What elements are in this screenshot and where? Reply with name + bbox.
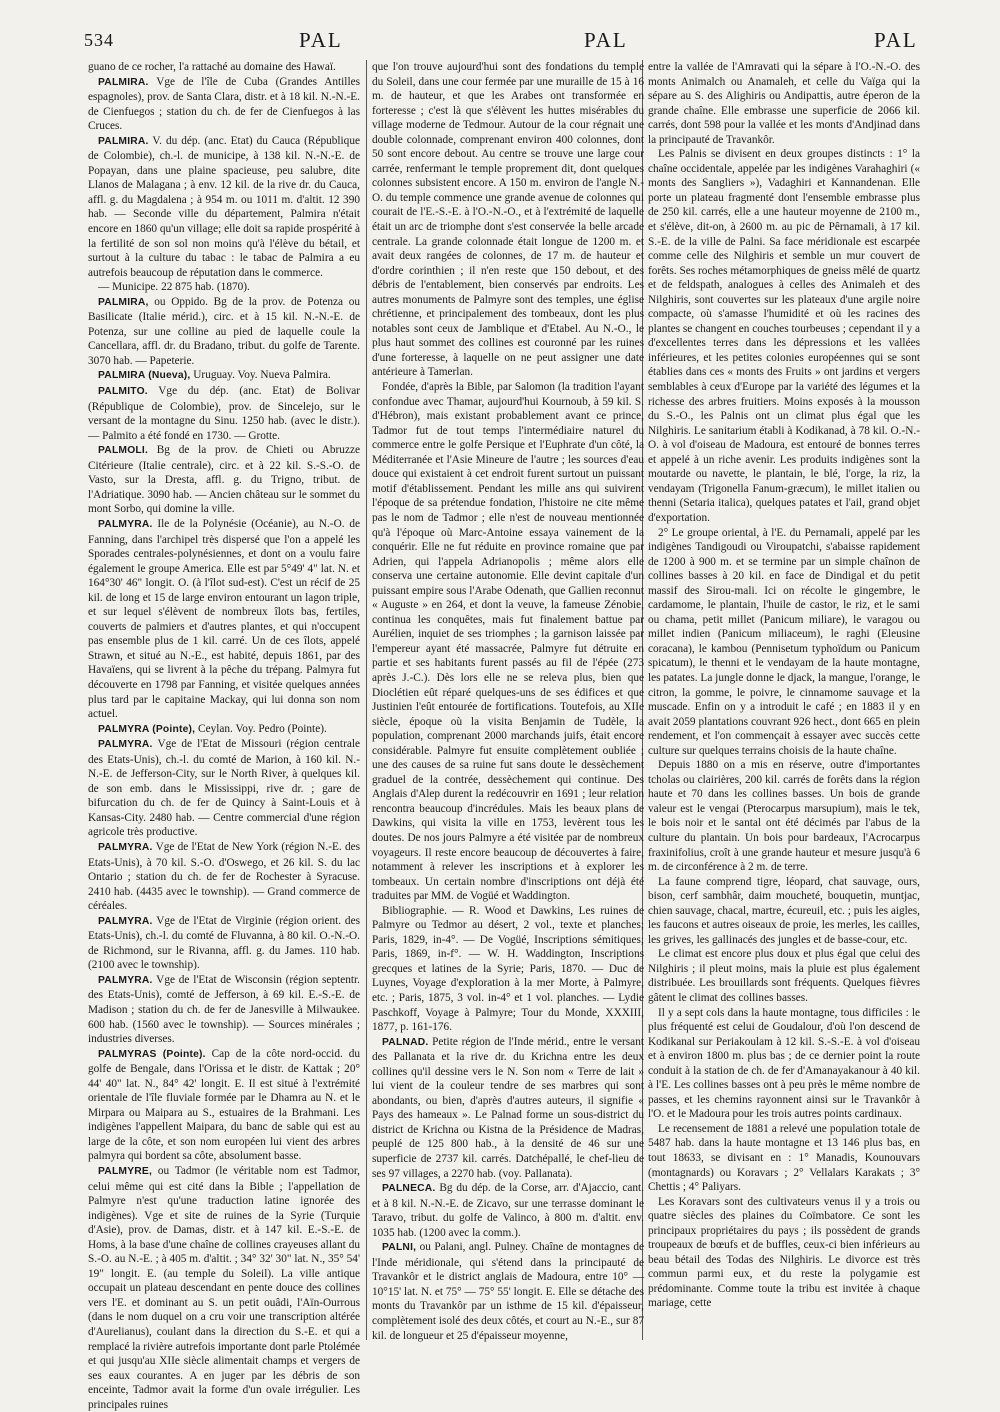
entry-headword: PALMYRA. [98, 518, 153, 530]
entry-text: Ile de la Polynésie (Océanie), au N.-O. de Fanning, dans l'archipel très dispersé que l'on a appelé les Sporades centrales-polynésiennes, et dont on a voulu faire également le groupe America. Elle est par 5°49' 4" lat. N. et 164°30' 46" longit. O. (à l'îlot sud-est). C'est un récif de 25 kil. de long et 15 de large environ entourant un lagon triple, et sur lequel s'élèvent de nombreux îlots bas, fertiles, couverts de palmiers et d'autres plantes, et qui n'occupent pas ensemble plus de 1 kil. carré. Un de ces îlots, appelé Strawn, et situé au N.-E., est habité, depuis 1861, par des Havaïens, qui se livrent à la pêche du trépang. Palmyra fut découverte en 1798 par Fanning, et visitée quelques années plus tard par le capitaine Mackay, qui lui donna son nom actuel. [88, 517, 360, 721]
entry-headword: PALMOLI. [98, 445, 149, 457]
text-column-2 [372, 60, 644, 1345]
dictionary-entry [88, 840, 360, 914]
text-paragraph [648, 147, 920, 525]
entry-text: Depuis 1880 on a mis en réserve, outre d'importantes tcholas ou clairières, 200 kil. carrés de forêts dans la région haute et 70 dans les collines basses. Un bois de grande valeur est le vengai (Pterocarpus marsupium), mais le tek, le bois noir et le santal ont été décimés par l'abus de la culture du plantain. Un bois pour bardeaux, l'Acrocarpus fraxinifolius, croît à une grande hauteur et mesure jusqu'à 6 m. de circonférence à 2 m. de terre. [648, 759, 920, 874]
dictionary-entry [88, 1047, 360, 1164]
entry-text: 2° Le groupe oriental, à l'E. du Pernamali, appelé par les indigènes Tandigoudi ou Viroupatchi, s'abaisse rapidement de 1200 à 900 m. et se termine par un simple chaînon de collines basses à 20 kil. en face de Dindigal et du petit massif des Sirou-mali. Ici on récolte le gingembre, le cardamome, le plantain, l'huile de castor, le riz, et le sami ou chama, petit millet (Panicum miliare), le varagou ou millet indien (Panicum miliaceum), le raghi (Eleusine coracana), le kambou (Pennisetum typhoïdum ou Panicum spicatum), le thenni et le vendayam de la haute montagne, les patates. La jungle donne le djack, la mangue, l'orange, le citron, la gomme, le poivre, le cinnamome sauvage et la muscade. Enfin on y a introduit le café ; en 1883 il y en avait 2059 plantations couvrant 926 hect., dont 665 en plein rendement, et l'on commençait à essayer avec succès cette culture sur quelques terrains choisis de la haute chaîne. [648, 526, 920, 757]
dictionary-entry [372, 1035, 644, 1181]
dictionary-entry [88, 443, 360, 517]
entry-text: Vge de l'Etat de Missouri (région centrale des Etats-Unis), ch.-l. du comté de Marion, à 160 kil. N.-N.-E. de Jefferson-City, sur le North River, à quelques kil. de son emb. dans le Mississippi, rive dr. ; gare de bifurcation du ch. de fer de Quincy à Saint-Louis et à Kansas-City. 2480 hab. — Centre commercial d'une région agricole très productive. [88, 738, 360, 839]
entry-text: Les Palnis se divisent en deux groupes distincts : 1° la chaîne occidentale, appelée par les indigènes Varahaghiri (« monts des Sangliers »), Vadaghiri et Kannandenan. Elle porte un plateau fragmenté dont l'ensemble embrasse plus de 250 kil. carrés, elle a une hauteur moyenne de 2100 m., et s'élève, dit-on, à 2600 m. au pic de Pêrnamali, à 17 kil. S.-E. de la ville de Palni. Sa face méridionale est escarpée comme celle des Nilghiris et semble un mur couvert de forêts. Ses roches métamorphiques de gneiss mêlé de quartz et de feldspath, analogues à celles des Animaleh et des Nilghiris, sont couvertes sur les plateaux d'une argile noire compacte, où s'amasse l'humidité et où les racines des plantes se changent en couches tourbeuses ; cependant il y a d'excellentes terres dans les dépressions et les vallées inférieures, et les petites colonies européennes qui se sont établies dans ces « monts des Fruits » ont jardins et vergers semblables à ceux d'Europe par la variété des légumes et la richesse des arbres fruitiers. Moins exposés à la mousson du S.-O., les Palnis ont un climat plus égal que les Nilghiris. Le sanitarium établi à Kodikanad, à 78 kil. O.-N.-O. à vol d'oiseau de Madoura, est entouré de bonnes terres et appelé à un riche avenir. Les produits indigènes sont la moutarde ou navette, le plantain, le blé, l'orge, la riz, la vendayam (Trigonella Fanum-græcum), le millet italien ou thenni (Setaria italica), quelques patates et l'ail, grand objet d'exportation. [648, 148, 920, 524]
page-number: 534 [84, 30, 114, 50]
entry-headword: PALMYRA. [98, 841, 153, 853]
entry-text: ou Palani, angl. Pulney. Chaîne de montagnes de l'Inde méridionale, qui s'étend dans la principauté de Travankôr et le district anglais de Madoura, entre 10° — 10°15' lat. N. et 75° — 75° 55' longit. E. Elle se détache des monts du Travankôr par un isthme de 15 kil. d'épaisseur, complètement isolé des deux côtés, et court au N.-E., sur 87 kil. de longueur et 25 d'épaisseur moyenne, [372, 1241, 644, 1342]
entry-text: Vge de l'Etat de Wisconsin (région septentr. des Etats-Unis), comté de Jefferson, à 69 kil. E.-S.-E. de Madison ; station du ch. de fer de Janesville à Milwaukee. 600 hab. (1560 avec le township). — Sources minérales ; industries diverses. [88, 973, 360, 1046]
dictionary-entry [88, 368, 360, 384]
running-head-center: PAL [584, 28, 628, 52]
entry-text: Cap de la côte nord-occid. du golfe de Bengale, dans l'Orissa et le distr. de Kattak ; 20° 44' 40" lat. N., 84° 42' longit. E. Il est situé à l'extrémité orientale de l'île fluviale formée par le Dhamra au N. et le Mirpara ou Maipara au S., estuaires de la Brahmani. Les indigènes l'appellent Maipara, du banc de sable qui est au large de la côte, et son nom européen lui vient des arbres palmyra qui bordent sa côte, absolument basse. [88, 1047, 360, 1163]
entry-text: ou Tadmor (le véritable nom est Tadmor, celui même qui est cité dans la Bible ; l'appellation de Palmyre n'est qu'une traduction latine ignorée des indigènes). Vge et site de ruines de la Syrie (Turquie d'Asie), prov. de Damas, distr. et à 147 kil. E.-S.-E. de Homs, à la base d'une chaîne de collines crayeuses allant du S.-O. au N.-E. ; à 405 m. d'altit. ; 34° 32' 30" lat. N., 35° 54' 19" longit. E. (au temple du Soleil). La ville antique occupait un plateau descendant en pente douce des collines vers l'E. et dominant au S. un petit ouâdi, l'Aïn-Ourrous (dans le nom duquel on a cru voir une transcription altérée d'Aurelianus), coulant dans la direction du S.-E. et qui a remplacé la rivière autrefois importante dont parle Ptolémée et qui jusqu'au XIIe siècle alimentait champs et vergers de ses eaux courantes. A en juger par les débris de son enceinte, Tadmor avait la forme d'un ovale irrégulier. Les principales ruines [88, 1165, 360, 1411]
dictionary-entry [88, 737, 360, 840]
entry-headword: PALMYRA (Pointe), [98, 723, 196, 735]
text-paragraph [648, 526, 920, 759]
entry-headword: PALMIRA. [98, 135, 149, 147]
entry-headword: PALMIRA (Nueva), [98, 370, 191, 382]
dictionary-entry [88, 295, 360, 369]
dictionary-entry [88, 384, 360, 443]
entry-text: entre la vallée de l'Amravati qui la sépare à l'O.-N.-O. des monts Animalch ou Anamaleh, et celle du Vaïga qui la sépare au S. des Alighiris ou Andipattis, autre éperon de la grande chaîne. Elle embrasse une superficie de 2066 kil. carrés, dont 598 pour la vallée et les monts d'Andjinad dans la principauté de Travankôr. [648, 61, 920, 146]
entry-headword: PALNI, [382, 1242, 417, 1254]
entry-text: Vge de l'Etat de Virginie (région orient. des Etats-Unis), ch.-l. du comté de Fluvanna, à 80 kil. O.-N.-O. de Richmond, sur le Rivanna, affl. g. du James. 110 hab. (2100 avec le township). [88, 914, 360, 972]
entry-text: Vge de l'île de Cuba (Grandes Antilles espagnoles), prov. de Santa Clara, distr. et à 18 kil. N.-N.-E. de Cienfuegos ; station du ch. de fer de Cienfuegos à las Cruces. [88, 75, 360, 133]
entry-text: Bibliographie. — R. Wood et Dawkins, Les ruines de Palmyre ou Tedmor au désert, 2 vol., texte et planches; Paris, 1829, in-4°. — De Vogüé, Inscriptions sémitiques; Paris, 1869, in-f°. — W. H. Waddington, Inscriptions grecques et latines de la Syrie; Paris, 1870. — Duc de Luynes, Voyage d'exploration à la mer Morte, à Palmyre, etc. ; Paris, 1875, 3 vol. in-4° et 1 vol. planches. — Lydie Paschkoff, Voyage à Palmyre; Tour du Monde, XXXIII, 1877, p. 161-176. [372, 904, 644, 1034]
entry-text: V. du dép. (anc. Etat) du Cauca (République de Colombie), ch.-l. de municipe, à 138 kil. N.-N.-E. de Popayan, dans une plaine spacieuse, peu salubre, dite Llanos de Malagana ; à env. 12 kil. de la rive dr. du Cauca, affl. g. du Magdalena ; à 954 m. ou 1011 m. d'altit. 12 390 hab. — Seconde ville du département, Palmira n'était encore en 1860 qu'un village; elle doit sa rapide prospérité à la fertilité de son sol non moins qu'à l'élève du bétail, et surtout à la culture du tabac : le tabac de Palmira a eu autrefois beaucoup de réputation dans le commerce. [88, 134, 360, 279]
dictionary-entry [88, 1164, 360, 1412]
entry-text: Le recensement de 1881 a relevé une population totale de 5487 hab. dans la haute montagne et 13 146 plus bas, en tout 18633, se divisant en : 1° Manadis, Kounouvars (montagnards) ou Koravars ; 2° Vellalars Karakats ; 3° Chettis ; 4° Paliyars. [648, 1122, 920, 1194]
dictionary-entry [372, 1181, 644, 1240]
page-header [84, 28, 964, 58]
column-divider [366, 60, 367, 1340]
dictionary-entry [88, 722, 360, 738]
entry-headword: PALNAD. [382, 1036, 429, 1048]
text-paragraph [648, 60, 920, 147]
entry-text: Bg de la prov. de Chieti ou Abruzze Citérieure (Italie centrale), circ. et à 22 kil. S.-S.-O. de Vasto, sur la Dresta, affl. g. du Trigno, tribut. de l'Adriatique. 3090 hab. — Ancien château sur le sommet du mont Sorbo, qui domine la ville. [88, 444, 360, 516]
entry-headword: PALNECA. [382, 1183, 436, 1195]
dictionary-entry [88, 973, 360, 1047]
entry-text: Bg du dép. de la Corse, arr. d'Ajaccio, cant. et à 8 kil. N.-N.-E. de Zicavo, sur une terrasse dominant le Taravo, tribut. du golfe de Valinco, à 800 m. d'altit. env. 1035 hab. (1200 avec la comm.). [372, 1182, 644, 1239]
text-paragraph [88, 60, 360, 75]
entry-headword: PALMYRA. [98, 974, 153, 986]
entry-text: Fondée, d'après la Bible, par Salomon (la tradition l'ayant confondue avec Thamar, aujourd'hui Kournoub, à 59 kil. S. d'Hébron), mais existant probablement avant ce prince, Tadmor fut de tout temps l'intermédiaire naturel du commerce entre le golfe Persique et l'Euphrate d'un côté, la Méditerranée et l'Asie Mineure de l'autre ; les sources d'eau douce qui existaient à cet endroit furent surtout un puissant motif d'établissement. Pendant les mille ans qui suivirent l'époque de sa prétendue fondation, l'histoire ne cite même pas le nom de Tadmor ; elle n'est de nouveau mentionnée qu'à l'époque où Marc-Antoine essaya vainement de la conquérir. Elle ne fut réduite en province romaine que par Adrien, qui l'appela Adrianopolis ; même alors elle conserva une certaine autonomie. Elle devint capitale d'un puissant empire sous l'Arabe Odenath, que Gallien reconnut « Auguste » en 264, et dont la veuve, la fameuse Zénobie, continua les conquêtes, mais fut finalement battue par Aurélien, inquiet de ses triomphes ; la garnison laissée par l'empereur ayant été massacrée, Palmyre fut détruite en partie et ses habitants furent passés au fil de l'épée (273 après J.-C.). Dès lors elle ne se releva plus, bien que Dioclétien eût réparé quelques-uns de ses édifices et que Justinien l'eût entourée de fortifications. Toutefois, au XIIe siècle, époque où la visita Benjamin de Tudèle, la population, comprenant 2000 marchands juifs, était encore considérable. Palmyre fut ensuite complètement oubliée ; une des causes de sa ruine fut sans doute le dessèchement graduel de la contrée, dessèchement qui continue. Des Anglais d'Alep durent la redécouvrir en 1691 ; leur relation rencontra beaucoup d'incrédules. Mais les beaux plans de Dawkins, qui visita la ville en 1753, levèrent tous les doutes. De nos jours Palmyre a été visitée par de nombreux voyageurs. Il reste encore beaucoup de découvertes à faire, notamment à relever les inscriptions et à explorer les tombeaux. Un certain nombre d'inscriptions ont déjà été traduites par MM. de Vogüé et Waddington. [372, 381, 644, 903]
entry-headword: PALMIRA. [98, 76, 149, 88]
text-paragraph [648, 1122, 920, 1195]
entry-text: Il y a sept cols dans la haute montagne, tous difficiles : le plus fréquenté est celui de Goudalour, d'où l'on descend de Kodikanal sur Periakoulam à 12 kil. S.-S.-E. à vol d'oiseau et à environ 1800 m. plus bas ; de ce dernier point la route conduit à la station de ch. de fer d'Amanayakanour à 40 kil. à l'E. Les collines basses ont à peu près le même nombre de passes, et les chemins rayonnent ainsi sur le Travankôr à l'O. et le Madoura pour les trois autres points cardinaux. [648, 1006, 920, 1121]
running-head-right: PAL [874, 28, 918, 52]
text-paragraph [648, 1006, 920, 1122]
entry-text: Petite région de l'Inde mérid., entre le versant des Pallanata et la rive dr. du Krichna entre les deux collines qu'il dessine vers le N. Son nom « Terre de lait » lui vient de la couleur tendre de ses marbres qui sont abondants, ou bien, d'après d'autres auteurs, il signifie « Pays des hameaux ». Le Palnad forme un sous-district du district de Krichna ou Kistna de la Présidence de Madras, peuplé de 125 800 hab., à la densité de 46 sur une superficie de 2737 kil. carrés. Datchépallé, le chef-lieu de ses 97 villages, a 2270 hab. (voy. Pallanata). [372, 1035, 644, 1180]
dictionary-entry [372, 1240, 644, 1343]
entry-text: — Municipe. 22 875 hab. (1870). [98, 281, 250, 294]
text-paragraph [648, 947, 920, 1005]
text-paragraph [372, 60, 644, 380]
entry-text: Le climat est encore plus doux et plus égal que celui des Nilghiris ; il pleut moins, mais la pluie est plus également distribuée. Les brouillards sont fréquents. Quelques fièvres gâtent le climat des collines basses. [648, 948, 920, 1004]
entry-text: guano de ce rocher, l'a rattaché au domaine des Hawaï. [88, 61, 336, 73]
entry-text: ou Oppido. Bg de la prov. de Potenza ou Basilicate (Italie mérid.), circ. et à 15 kil. N.-N.-E. de Potenza, sur une colline au pied de laquelle coule la Cancellara, affl. dr. du Bradano, tribut. du golfe de Tarente. 3070 hab. — Papeterie. [88, 295, 360, 367]
running-head-left: PAL [299, 28, 343, 52]
dictionary-entry [88, 134, 360, 280]
text-paragraph [648, 1195, 920, 1311]
entry-headword: PALMYRA. [98, 915, 153, 927]
entry-headword: PALMIRA, [98, 296, 149, 308]
entry-text: La faune comprend tigre, léopard, chat sauvage, ours, bison, cerf sambhâr, daim moucheté, bouquetin, muntjac, chien sauvage, chacal, martre, écureuil, etc. ; puis les aigles, les faucons et autres oiseaux de proie, les merles, les cailles, les grives, les gallinacés des jungles et de basse-cour, etc. [648, 875, 920, 946]
text-column-1 [88, 60, 360, 1411]
text-paragraph [372, 380, 644, 904]
entry-headword: PALMYRAS (Pointe). [98, 1048, 206, 1060]
entry-text: Ceylan. Voy. Pedro (Pointe). [195, 722, 327, 735]
entry-headword: PALMYRA. [98, 739, 153, 751]
text-paragraph [648, 875, 920, 948]
entry-headword: PALMYRE, [98, 1166, 153, 1178]
entry-headword: PALMITO. [98, 386, 148, 398]
entry-text: Vge du dép. (anc. Etat) de Bolivar (République de Colombie), prov. de Sincelejo, sur le versant de la montagne du Sinu. 1250 hab. (avec le distr.). — Palmito a été fondé en 1730. — Grotte. [88, 385, 360, 442]
entry-text: Uruguay. Voy. Nueva Palmira. [190, 369, 331, 382]
entry-text: Vge de l'Etat de New York (région N.-E. des Etats-Unis), à 70 kil. S.-O. d'Oswego, et 26 kil. S. du lac Ontario ; station du ch. de fer de Rochester à Syracuse. 2410 hab. (4435 avec le township). — Grand commerce de céréales. [88, 840, 360, 913]
text-paragraph [88, 280, 360, 295]
dictionary-entry [88, 517, 360, 722]
text-paragraph [648, 758, 920, 874]
dictionary-entry [88, 75, 360, 134]
dictionary-entry [88, 914, 360, 973]
text-paragraph [372, 904, 644, 1035]
entry-text: que l'on trouve aujourd'hui sont des fondations du temple du Soleil, dans une cour fermée par une muraille de 15 à 16 m. de hauteur, et que les Arabes ont transformée en forteresse ; c'est là que s'élèvent les huttes misérables du village moderne de Tedmour. Autour de la cour régnait une double colonnade, comprenant environ 400 colonnes, dont 50 sont encore debout. Au centre se trouve une large cour carrée, renfermant le temple proprement dit, dont quelques colonnes subsistent encore. A 150 m. environ de l'angle N.-O. du temple commence une grande avenue de colonnes qui courait de l'E.-S.-E. à l'O.-N.-O., et à l'extrémité de laquelle était un arc de triomphe dont s'est conservée la belle arcade centrale. La grande colonnade était longue de 1200 m. et avait deux rangées de colonnes, de 17 m. de hauteur et d'ordre corinthien ; il n'en reste que 150 debout, et des débris de l'entablement, bien conservés par endroits. Les autres monuments de Palmyre sont des temples, une église chrétienne, et principalement des tombeaux, dont les plus notables sont ceux de Jamblique et d'Etabel. Au N.-O., le plus haut sommet des collines est couronné par les ruines d'une forteresse, à laquelle on ne peut assigner une date antérieure à Tamerlan. [372, 61, 644, 379]
text-column-3 [648, 60, 920, 1345]
entry-text: Les Koravars sont des cultivateurs venus il y a trois ou quatre siècles des plaines du Coïmbatore. Ce sont les principaux propriétaires du pays ; ils possèdent de grands troupeaux de bœufs et de buffles, ceux-ci bien inférieurs au beau bétail des Todas des Nilghiris. Le divorce est très commun parmi eux, et du reste la polygamie est prédominante. Comme toute la tribu est invitée à chaque mariage, cette [648, 1195, 920, 1310]
